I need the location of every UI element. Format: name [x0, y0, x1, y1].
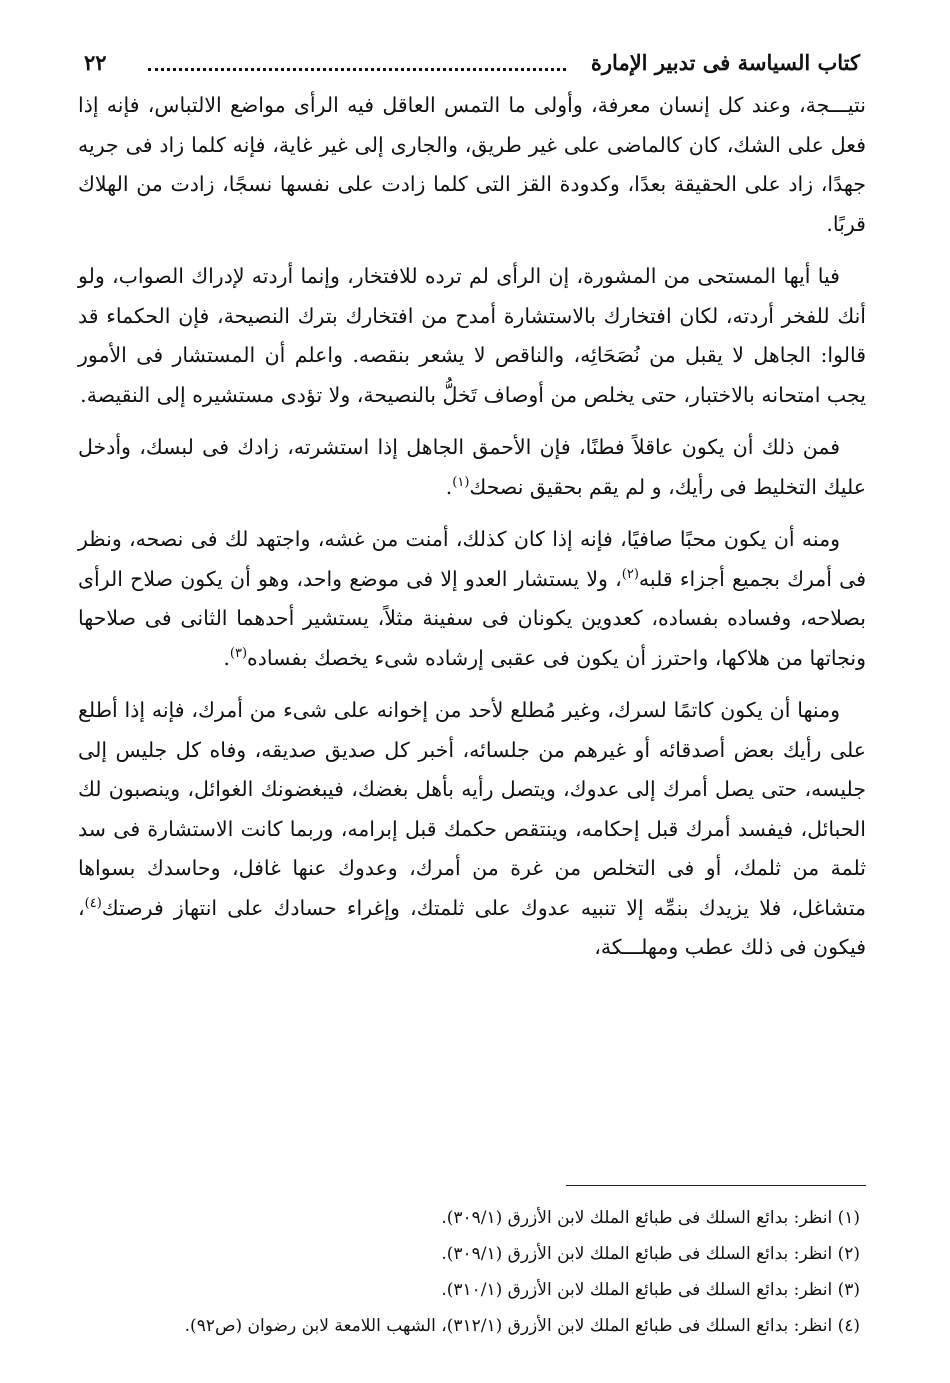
main-text: [78, 86, 866, 968]
footnote-reference: (٢): [621, 566, 639, 582]
footnotes: [78, 1200, 860, 1344]
paragraph: [78, 86, 866, 244]
paragraph-text: ومنه أن يكون محبًا صافيًا، فإنه إذا كان كذلك، أمنت من غشه، واجتهد لك فى نصحه، ونظر فى أمرك بجميع أجزاء قلبه: [78, 527, 867, 591]
footnote: (٢) انظر: بدائع السلك فى طبائع الملك لابن الأزرق (٣٠٩/١).: [441, 1244, 860, 1264]
paragraph: [78, 691, 866, 968]
paragraph-text: نتيـــجة، وعند كل إنسان معرفة، وأولى ما التمس العاقل فيه الرأى مواضع الالتباس، فإنه إذا فعل على الشك، كان كالماضى على غير طريق، والجارى إلى غير غاية، فإنه كلما زاد فى جريه جهدًا، زاد على الحقيقة بعدًا، وكدودة القز التى كلما زادت على نفسها نسجًا، زادت من الهلاك قربًا.: [78, 93, 866, 236]
running-title: كتاب السياسة فى تدبير الإمارة: [590, 50, 860, 75]
footnote-reference: (٣): [229, 645, 248, 661]
page-number: ٢٢: [84, 50, 107, 75]
paragraph: [78, 428, 866, 507]
book-page: [78, 40, 866, 1340]
paragraph-text: فيا أيها المستحى من المشورة، إن الرأى لم ترده للافتخار، وإنما أردته لإدراك الصواب، ولو أنك للفخر أردته، لكان افتخارك بالاستشارة أمدح من افتخارك بترك النصيحة، فإن الحكماء قد قالوا: الجاهل لا يقبل من نُصَحَائِه، والناقص لا يشعر بنقصه. واعلم أن المستشار فى الأمور يجب امتحانه بالاختبار، حتى يخلص من أوصاف تَخلُّ بالنصيحة، ولا تؤدى مستشيره إلى النقيصة.: [78, 264, 866, 407]
paragraph-text: ، ولا يستشار العدو إلا فى موضع واحد، وهو أن يكون صلاح الرأى بصلاحه، وفساده بفساده، كعدوين يكونان فى سفينة مثلاً، يستشير أحدهما الثانى فى صلاحها ونجاتها من هلاكها، واحترز أن يكون فى عقبى إرشاده شىء يخصك بفساده: [78, 566, 866, 670]
paragraph-text: .: [223, 645, 230, 670]
paragraph: [78, 520, 866, 678]
footnote-reference: (١): [452, 474, 470, 490]
footnote: (٤) انظر: بدائع السلك فى طبائع الملك لابن الأزرق (٣١٢/١)، الشهب اللامعة لابن رضوان (ص٩٢).: [184, 1316, 860, 1336]
footnote-reference: (٤): [84, 895, 102, 911]
page-header: [78, 40, 866, 86]
footnote: (٣) انظر: بدائع السلك فى طبائع الملك لابن الأزرق (٣١٠/١).: [441, 1280, 860, 1300]
paragraph-text: .: [445, 474, 453, 499]
footnote-divider: [566, 1185, 866, 1186]
header-leader-dots: [148, 68, 566, 71]
paragraph-text: ومنها أن يكون كاتمًا لسرك، وغير مُطلع لأحد من إخوانه على شىء من أمرك، فإنه إذا أطلع على رأيك بعض أصدقائه أو غيرهم من جلسائه، أخبر كل صديق صديقه، وفاه كل جليس إلى جليسه، حتى يصل أمرك إلى عدوك، ويتصل رأيه بأهل بغضك، فيبغضونك الغوائل، وينصبون لك الحبائل، فيفسد أمرك قبل إحكامه، وينتقص حكمك قبل إبرامه، وربما كانت الاستشارة فى سد ثلمة من ثلمك، أو فى التخلص من غرة من أمرك، وعدوك عنها غافل، وحاسدك بسواها متشاغل، فلا يزيدك بنمِّه إلا تنبيه عدوك على ثلمتك، وإغراء حسادك على انتهاز فرصتك: [78, 698, 866, 920]
paragraph-text: ، فيكون فى ذلك عطب ومهلـــكة،: [78, 895, 866, 959]
footnote: (١) انظر: بدائع السلك فى طبائع الملك لابن الأزرق (٣٠٩/١).: [441, 1208, 860, 1228]
paragraph: [78, 257, 866, 415]
paragraph-text: فمن ذلك أن يكون عاقلاً فطنًا، فإن الأحمق الجاهل إذا استشرته، زادك فى لبسك، وأدخل عليك التخليط فى رأيك، و لم يقم بحقيق نصحك: [78, 435, 866, 499]
